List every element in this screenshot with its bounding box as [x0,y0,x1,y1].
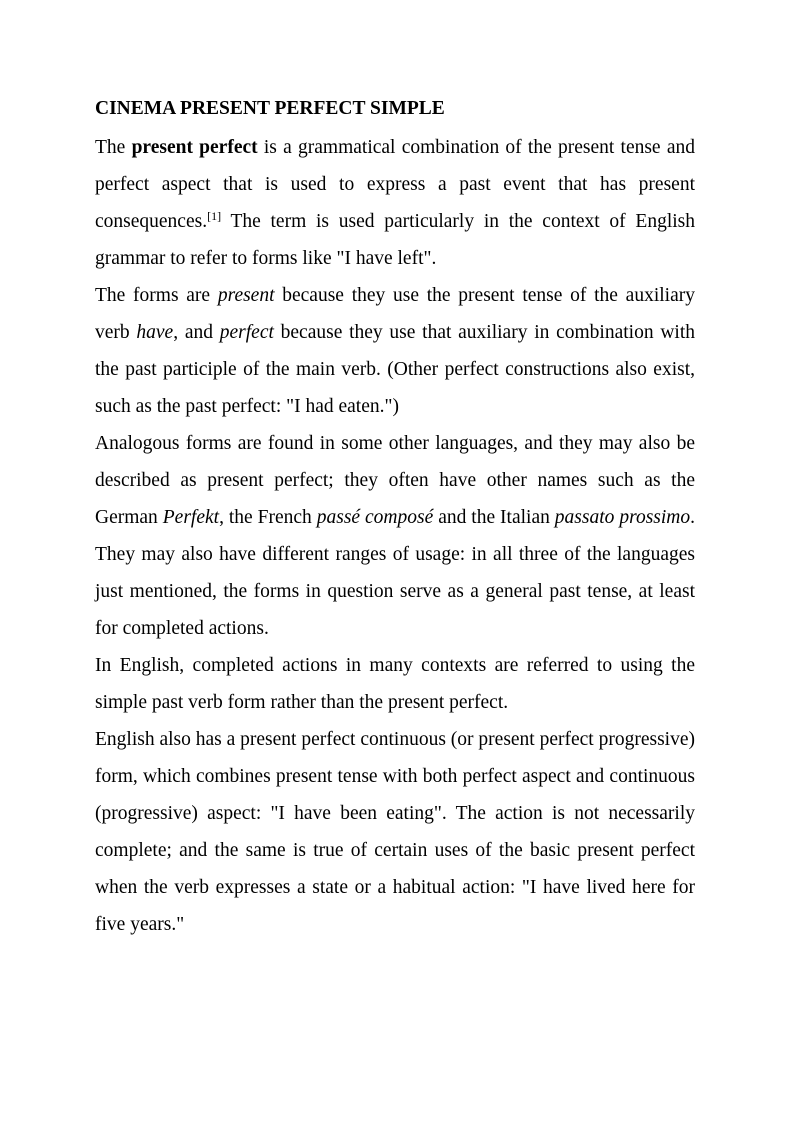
paragraph-2-text-3: , and [173,322,220,343]
paragraph-3-text-2: , the French [219,507,317,528]
paragraph-2-text-4: because they use that auxiliary in combination with the past participle of the main verb. (Other perfect constructions also exist, such as the past perfect: "I had eaten.") [95,322,696,417]
paragraph-3-text-1: Analogous forms are found in some other languages, and they may also be described as present perfect; they often have other names such as the German [95,433,695,528]
footnote-reference[interactable]: [1] [207,209,222,223]
paragraph-3-text-3: and the Italian [433,507,555,528]
italic-perfect: perfect [219,322,274,343]
paragraph-3-text-4: . They may also have different ranges of usage: in all three of the languages just mentioned, the forms in question serve as a general past tense, at least for completed actions. [95,507,695,639]
paragraph-1-text-2: is a grammatical combination of the present tense and perfect aspect that is used to express a past event that has present consequences. [95,137,695,232]
italic-passe-compose: passé composé [316,507,434,528]
paragraph-5: English also has a present perfect continuous (or present perfect progressive) form, which combines present tense with both perfect aspect and continuous (progressive) aspect: "I have been eating". The action is not necessarily complete; and the same is true of certain uses of the basic present perfect when the verb expresses a state or a habitual action: "I have lived here for five years." [95,729,695,935]
italic-have: have [136,322,174,343]
paragraph-4: In English, completed actions in many contexts are referred to using the simple past verb form rather than the present perfect. [95,655,695,713]
document-page [95,93,695,943]
italic-present: present [217,285,275,306]
document-title: CINEMA PRESENT PERFECT SIMPLE [95,98,445,119]
paragraph-2-text-1: The forms are [95,285,218,306]
italic-perfekt: Perfekt [162,507,220,528]
paragraph-2-text-2: because they use the present tense of the auxiliary verb [95,285,695,343]
italic-passato-prossimo: passato prossimo [554,507,691,528]
paragraph-1 [95,129,695,277]
paragraph-2 [95,277,695,425]
paragraph-3 [95,425,695,647]
paragraph-1-text-1: The [95,137,132,158]
bold-term-present-perfect: present perfect [131,137,258,158]
paragraph-1-text-3: The term is used particularly in the context of English grammar to refer to forms like "I have left". [95,211,695,269]
